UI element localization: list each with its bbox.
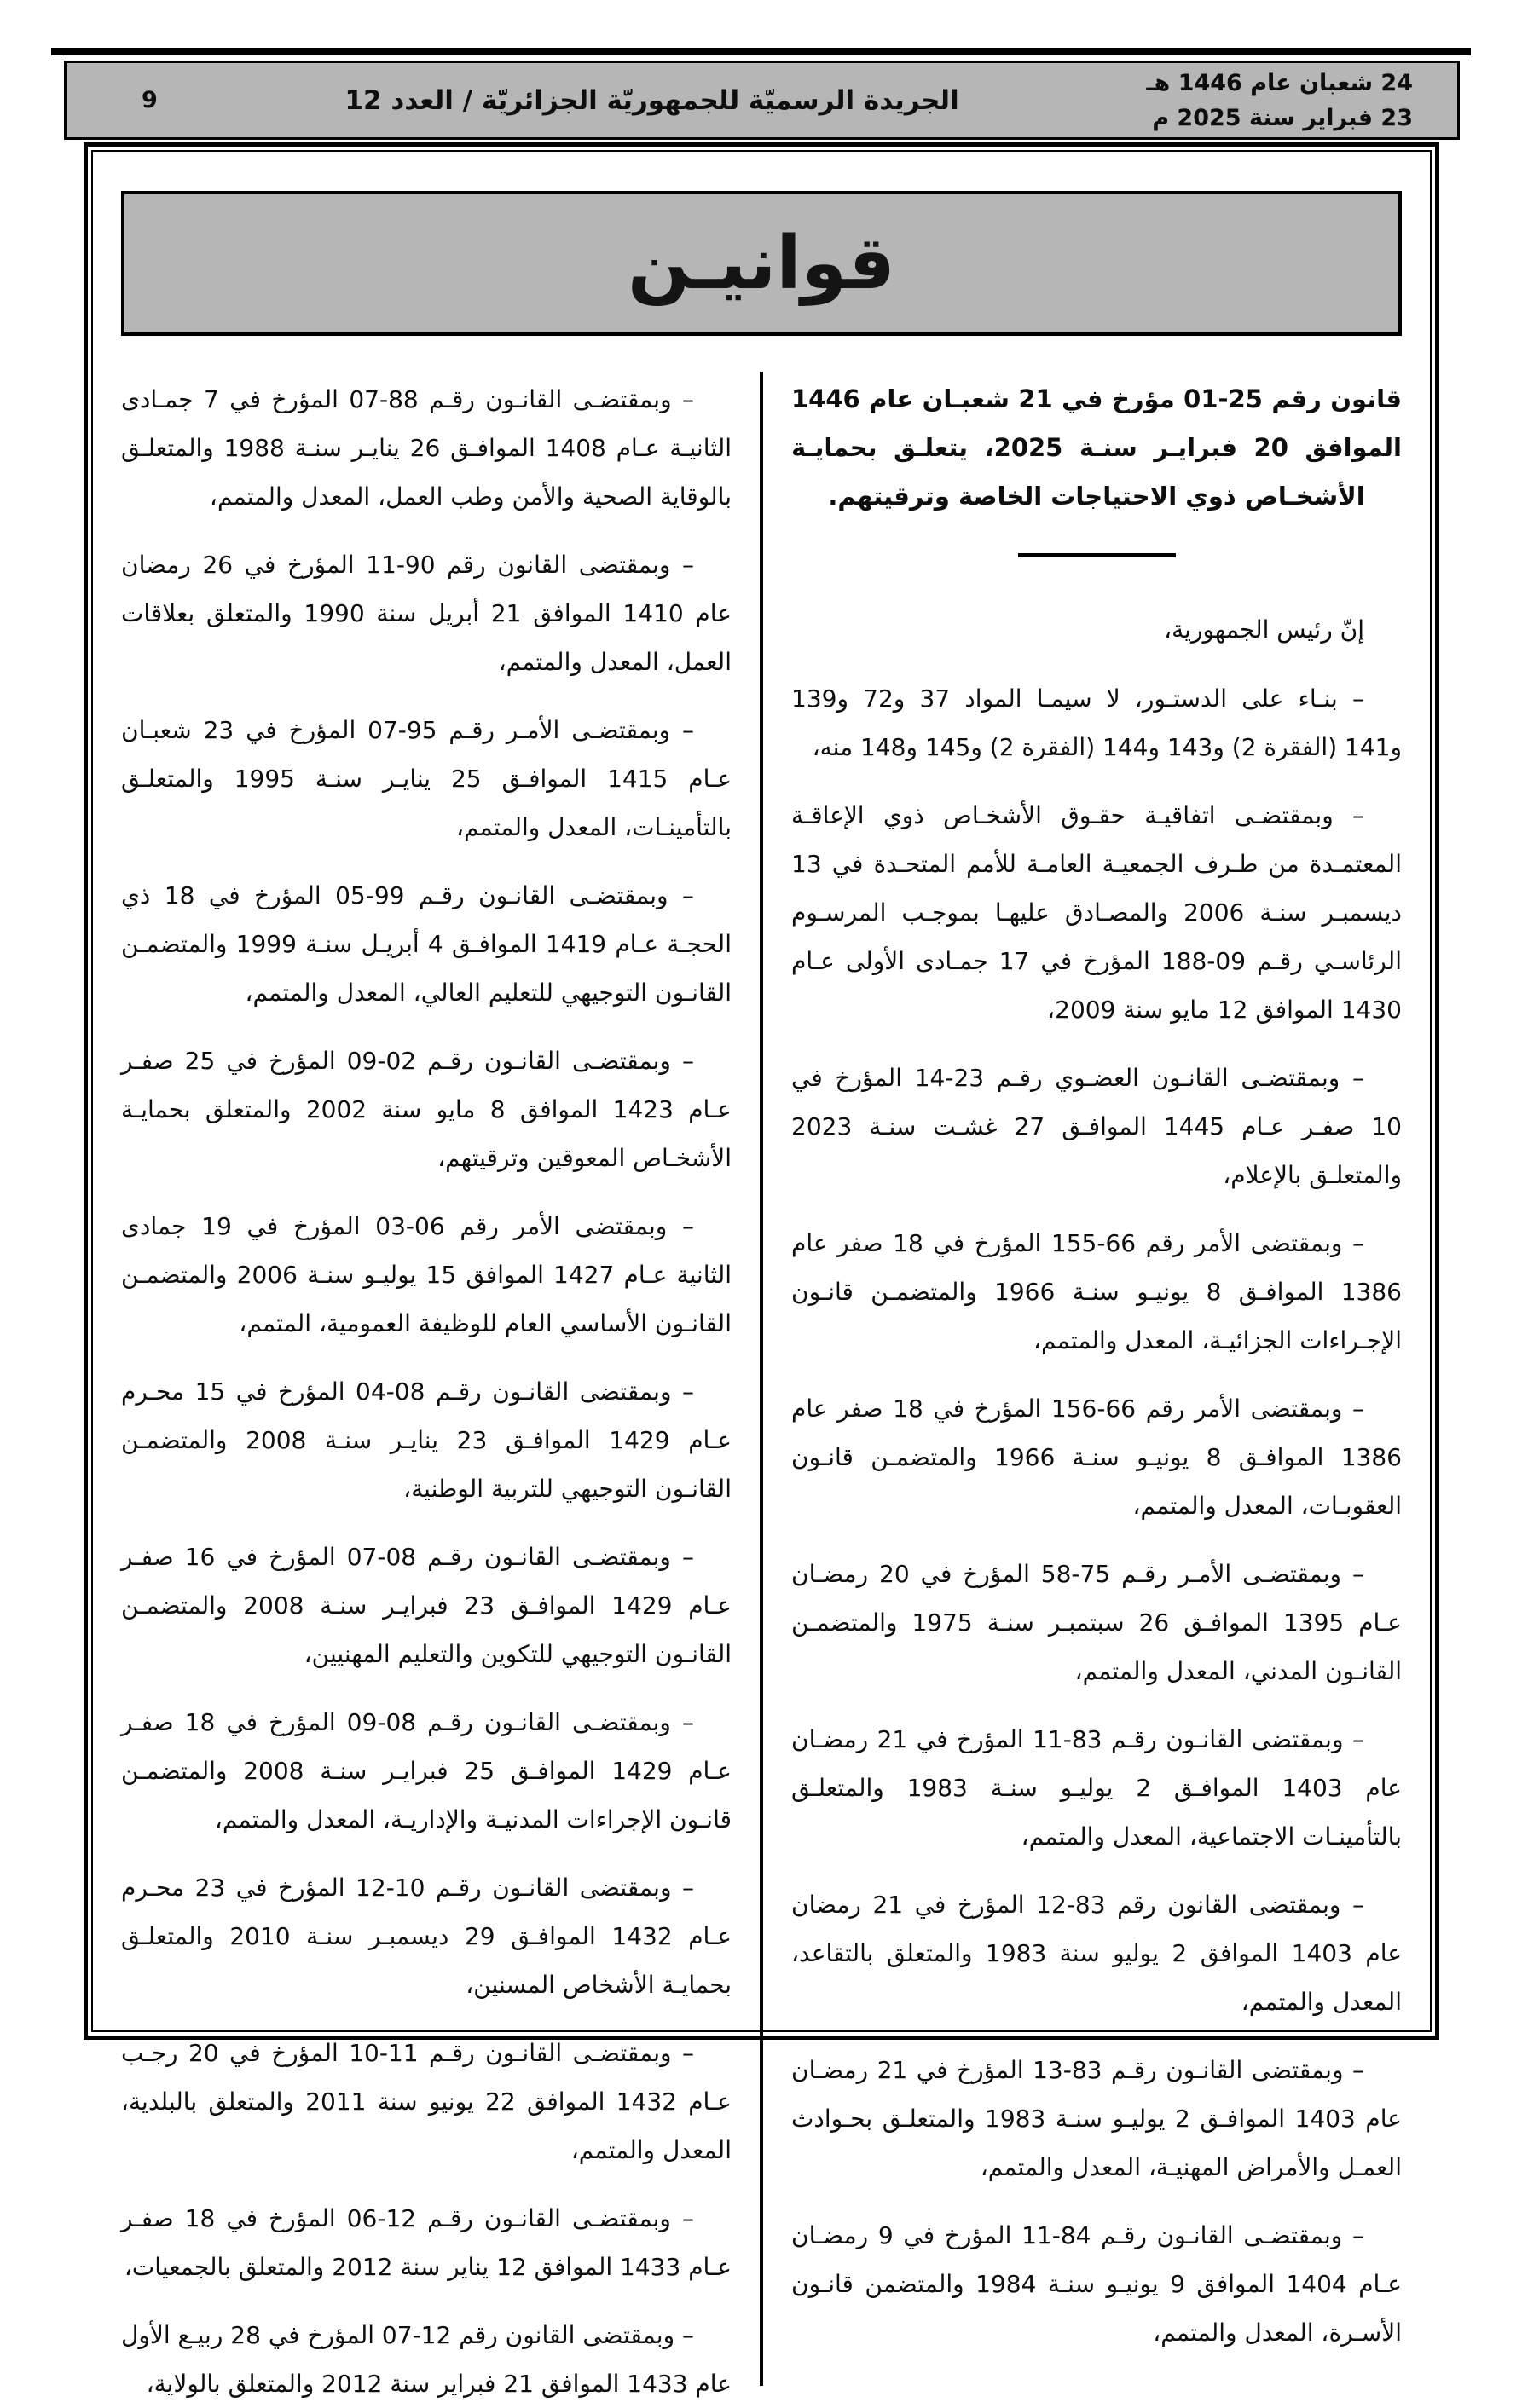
visa-paragraph: – وبمقتضـى القانـون رقـم 08‏-‏07 المؤرخ في 16 صفـر عـام 1429 الموافـق 23 فبرايـر سنـة 2008 والمتضمـن القانـون التوجيهي للتكوين والتعليم المهنيين،	[121, 1543, 732, 1668]
page-header	[64, 61, 1460, 140]
page-number: 9	[142, 87, 158, 113]
visa-paragraph: – وبمقتضى القانـون رقـم 10‏-‏12 المؤرخ في 23 محـرم عـام 1432 الموافـق 29 ديسمبـر سنـة 2010 والمتعلـق بحمايـة الأشخاص المسنين،	[121, 1874, 732, 1999]
content-frame	[84, 142, 1439, 2398]
visa-paragraph: – وبمقتضى القانون رقم 90‏-‏11 المؤرخ في 26 رمضان عام 1410 الموافق 21 أبريل سنة 1990 والمتعلق بعلاقات العمل، المعدل والمتمم،	[121, 551, 732, 676]
visa-paragraph: – وبمقتضى الأمر رقم 66‏-‏155 المؤرخ في 18 صفر عام 1386 الموافـق 8 يونيـو سنـة 1966 والمتضمـن قانـون الإجـراءات الجزائيـة، المعدل والمتمم،	[791, 1229, 1402, 1354]
title-separator	[1018, 553, 1176, 557]
visa-paragraph: – وبمقتضى الأمر رقم 06‏-‏03 المؤرخ في 19 جمادى الثانية عـام 1427 الموافق 15 يوليـو سنـة 2006 والمتضمـن القانـون الأساسي العام للوظيفة العمومية، المتمم،	[121, 1212, 732, 1337]
text-columns	[93, 368, 1430, 2408]
visa-paragraph: – وبمقتضـى القانـون رقـم 08‏-‏09 المؤرخ في 18 صفـر عـام 1429 الموافـق 25 فبرايـر سنـة 2008 والمتضمـن قانـون الإجراءات المدنيـة والإداريـة، المعدل والمتمم،	[121, 1708, 732, 1833]
header-dates	[1146, 66, 1457, 136]
top-rule	[51, 48, 1471, 55]
visa-paragraph: – وبمقتضـى القانـون رقـم 84‏-‏11 المؤرخ في 9 رمضـان عـام 1404 الموافق 9 يونيـو سنـة 1984 والمتضمن قانـون الأسـرة، المعدل والمتمم،	[791, 2221, 1402, 2347]
visa-paragraph: – وبمقتضـى القانـون رقـم 88‏-‏07 المؤرخ في 7 جمـادى الثانيـة عـام 1408 الموافـق 26 ينايـر سنـة 1988 والمتعلـق بالوقاية الصحية والأمن وطب العمل، المعدل والمتمم،	[121, 385, 732, 511]
visa-paragraph: – وبمقتضـى القانـون رقـم 02‏-‏09 المؤرخ في 25 صفـر عـام 1423 الموافق 8 مايو سنة 2002 والمتعلق بحمايـة الأشخـاص المعوقين وترقيتهم،	[121, 1047, 732, 1172]
visa-paragraph: – وبمقتضـى القانـون العضـوي رقـم 23‏-‏14 المؤرخ في 10 صفـر عـام 1445 الموافـق 27 غشـت سنـة 2023 والمتعلـق بالإعلام،	[791, 1064, 1402, 1189]
visa-paragraph: – وبمقتضى القانون رقم 83‏-‏12 المؤرخ في 21 رمضان عام 1403 الموافق 2 يوليو سنة 1983 والمتعلق بالتقاعد، المعدل والمتمم،	[791, 1891, 1402, 2016]
column-right	[763, 368, 1430, 2408]
visa-paragraph: – وبمقتضـى القانـون رقـم 11‏-‏10 المؤرخ في 20 رجـب عـام 1432 الموافق 22 يونيو سنة 2011 والمتعلق بالبلدية، المعدل والمتمم،	[121, 2039, 732, 2164]
content-frame-inner	[91, 150, 1432, 2398]
date-hijri: 24 شعبان عام 1446 هـ	[1146, 69, 1413, 96]
visa-paragraph: – وبمقتضـى الأمـر رقـم 75‏-‏58 المؤرخ في 20 رمضـان عـام 1395 الموافـق 26 سبتمبـر سنـة 1975 والمتضمـن القانـون المدني، المعدل والمتمم،	[791, 1560, 1402, 1685]
visa-paragraph: – وبمقتضـى الأمـر رقـم 95‏-‏07 المؤرخ في 23 شعبـان عـام 1415 الموافـق 25 ينايـر سنـة 1995 والمتعلـق بالتأمينـات، المعدل والمتمم،	[121, 716, 732, 841]
law-title: قانون رقم 25‏-‏01 مؤرخ في 21 شعبـان عام 1446 الموافق 20 فبرايـر سنـة 2025، يتعلـق بحمايـة الأشخـاص ذوي الاحتياجات الخاصة وترقيتهم.	[791, 384, 1402, 511]
visa-paragraph: – وبمقتضى القانـون رقـم 83‏-‏13 المؤرخ في 21 رمضـان عام 1403 الموافـق 2 يوليـو سنـة 1983 والمتعلـق بحـوادث العمـل والأمراض المهنيـة، المعدل والمتمم،	[791, 2056, 1402, 2181]
column-divider	[760, 372, 763, 2386]
visa-paragraph: – وبمقتضـى القانـون رقـم 12‏-‏06 المؤرخ في 18 صفـر عـام 1433 الموافق 12 يناير سنة 2012 والمتعلق بالجمعيات،	[121, 2204, 732, 2281]
column-left	[93, 368, 760, 2408]
section-banner	[121, 191, 1402, 336]
visa-paragraph: – وبمقتضـى القانـون رقـم 99‏-‏05 المؤرخ في 18 ذي الحجـة عـام 1419 الموافـق 4 أبريـل سنـة 1999 والمتضمـن القانـون التوجيهي للتعليم العالي، المعدل والمتمم،	[121, 881, 732, 1007]
visa-paragraph: – وبمقتضى الأمر رقم 66‏-‏156 المؤرخ في 18 صفر عام 1386 الموافـق 8 يونيـو سنـة 1966 والمتضمـن قانـون العقوبـات، المعدل والمتمم،	[791, 1395, 1402, 1520]
date-gregorian: 23 فبراير سنة 2025 م	[1152, 104, 1413, 131]
visa-paragraph: – وبمقتضى القانون رقم 12‏-‏07 المؤرخ في 28 ربيـع الأول عام 1433 الموافق 21 فبراير سنة 2012 والمتعلق بالولاية،	[120, 2321, 732, 2398]
section-banner-title: قوانيـن	[628, 221, 895, 306]
visa-paragraph: – وبمقتضى القانـون رقـم 83‏-‏11 المؤرخ في 21 رمضـان عام 1403 الموافـق 2 يوليـو سنـة 1983 والمتعلـق بالتأمينـات الاجتماعية، المعدل والمتمم،	[791, 1725, 1402, 1851]
visa-paragraph: – وبمقتضى القانـون رقـم 08‏-‏04 المؤرخ في 15 محـرم عـام 1429 الموافـق 23 ينايـر سنـة 2008 والمتضمـن القانـون التوجيهي للتربية الوطنية،	[121, 1377, 732, 1503]
law-intro: إنّ رئيس الجمهورية،	[1164, 615, 1364, 644]
visa-paragraph: – بنـاء على الدستـور، لا سيمـا المواد 37 و72 و139 و141 (الفقرة 2) و143 و144 (الفقرة 2) و145 و148 منه،	[791, 684, 1402, 761]
journal-title: الجريدة الرسميّة للجمهوريّة الجزائريّة / العدد 12	[344, 84, 959, 116]
visa-paragraph: – وبمقتضـى اتفاقيـة حقـوق الأشخـاص ذوي الإعاقـة المعتمـدة من طـرف الجمعيـة العامـة للأمم المتحـدة في 13 ديسمبـر سنـة 2006 والمصـادق عليهـا بموجـب المرسـوم الرئاسـي رقـم 09‏-‏188 المؤرخ في 17 جمـادى الأولى عـام 1430 الموافق 12 مايو سنة 2009،	[791, 801, 1402, 1024]
